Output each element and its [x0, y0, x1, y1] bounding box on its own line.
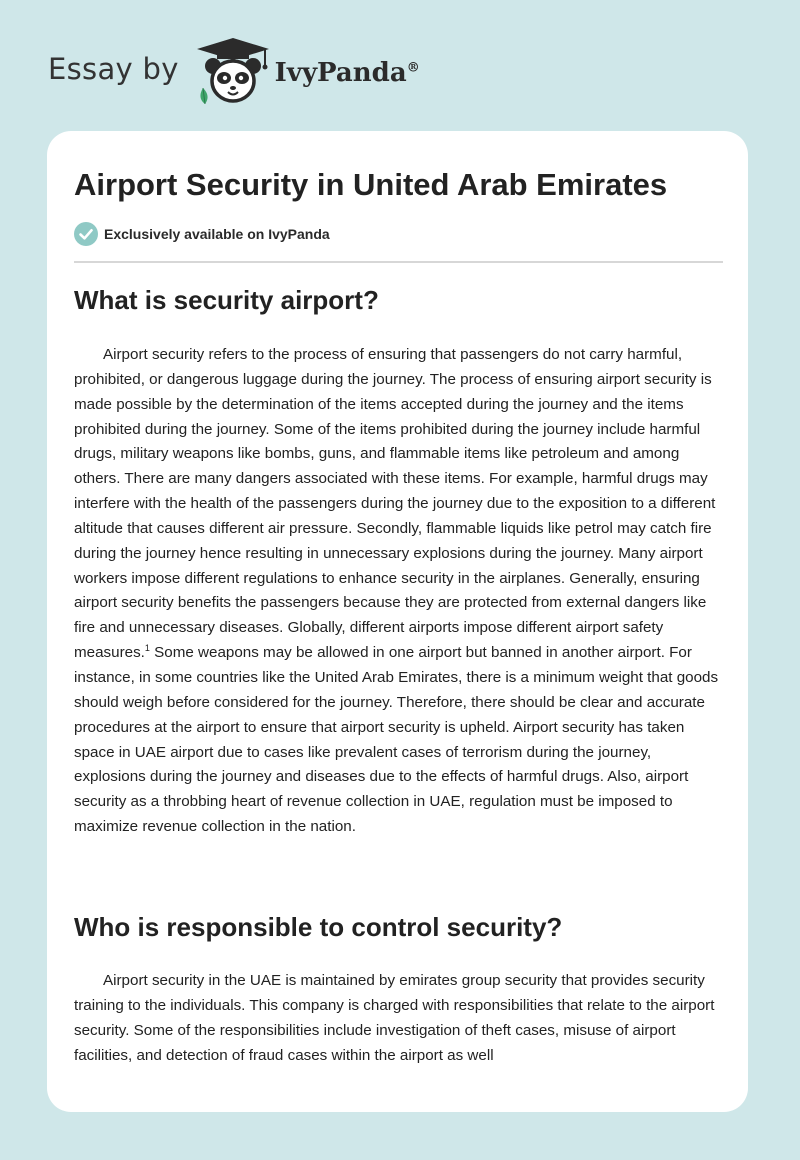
section-heading-who-responsible: Who is responsible to control security?: [74, 912, 563, 942]
section-paragraph-who-responsible: Airport security in the UAE is maintained by emirates group security that provides security training to the individuals. This company is charged with responsibilities that relate to the airport security. Some of the responsibilities include investigation of theft cases, misuse of airport facilities, and detection of fraud cases within the airport as well: [74, 972, 715, 1064]
brand-name: [275, 58, 420, 88]
paragraph-text-part1: Airport security refers to the process of ensuring that passengers do not carry harmful, prohibited, or dangerous luggage during the journey. The process of ensuring airport security is made possible by the determination of the items accepted during the journey and the items prohibited during the journey. Some of the items prohibited during the journey include harmful drugs, military weapons like bombs, guns, and flammable items like petroleum and among others. There are many dangers associated with these items. For example, harmful drugs may interfere with the health of the passengers during the journey due to the exposition to a different altitude that causes different air pressure. Secondly, flammable liquids like petrol may catch fire during the journey hence resulting in unnecessary explosions during the journey. Many airport workers impose different regulations to enhance security in the airplanes. Generally, ensuring airport security benefits the passengers because they are protected from external dangers like fire and unnecessary diseases. Globally, different airports impose different airport safety measures.: [74, 346, 716, 662]
exclusive-badge: [74, 222, 330, 246]
essay-title: Airport Security in United Arab Emirates: [74, 167, 668, 202]
footnote-marker[interactable]: 1: [144, 643, 150, 654]
essay-card: [47, 131, 748, 1112]
exclusive-badge-label: Exclusively available on IvyPanda: [104, 226, 330, 242]
title-divider: [74, 261, 723, 263]
brand-reg-mark: ®: [406, 60, 420, 76]
brand-name-text: IvyPanda: [274, 58, 407, 88]
brand-prefix: Essay by: [48, 52, 179, 86]
brand-header: [48, 36, 420, 106]
panda-graduate-icon: [193, 36, 273, 106]
check-circle-icon: [74, 222, 98, 246]
paragraph-text-part2: Some weapons may be allowed in one airport but banned in another airport. For instance, in some countries like the United Arab Emirates, there is a minimum weight that goods should weigh before considered for the journey. Therefore, there should be clear and accurate procedures at the airport to ensure that airport security is upheld. Airport security has taken space in UAE airport due to cases like prevalent cases of terrorism during the journey, explosions during the journey and diseases due to the effects of harmful drugs. Also, airport security as a throbbing heart of revenue collection in UAE, regulation must be imposed to maximize revenue collection in the nation.: [74, 644, 719, 836]
section-paragraph-what-is: [74, 343, 726, 840]
section-heading-what-is: What is security airport?: [74, 285, 379, 315]
